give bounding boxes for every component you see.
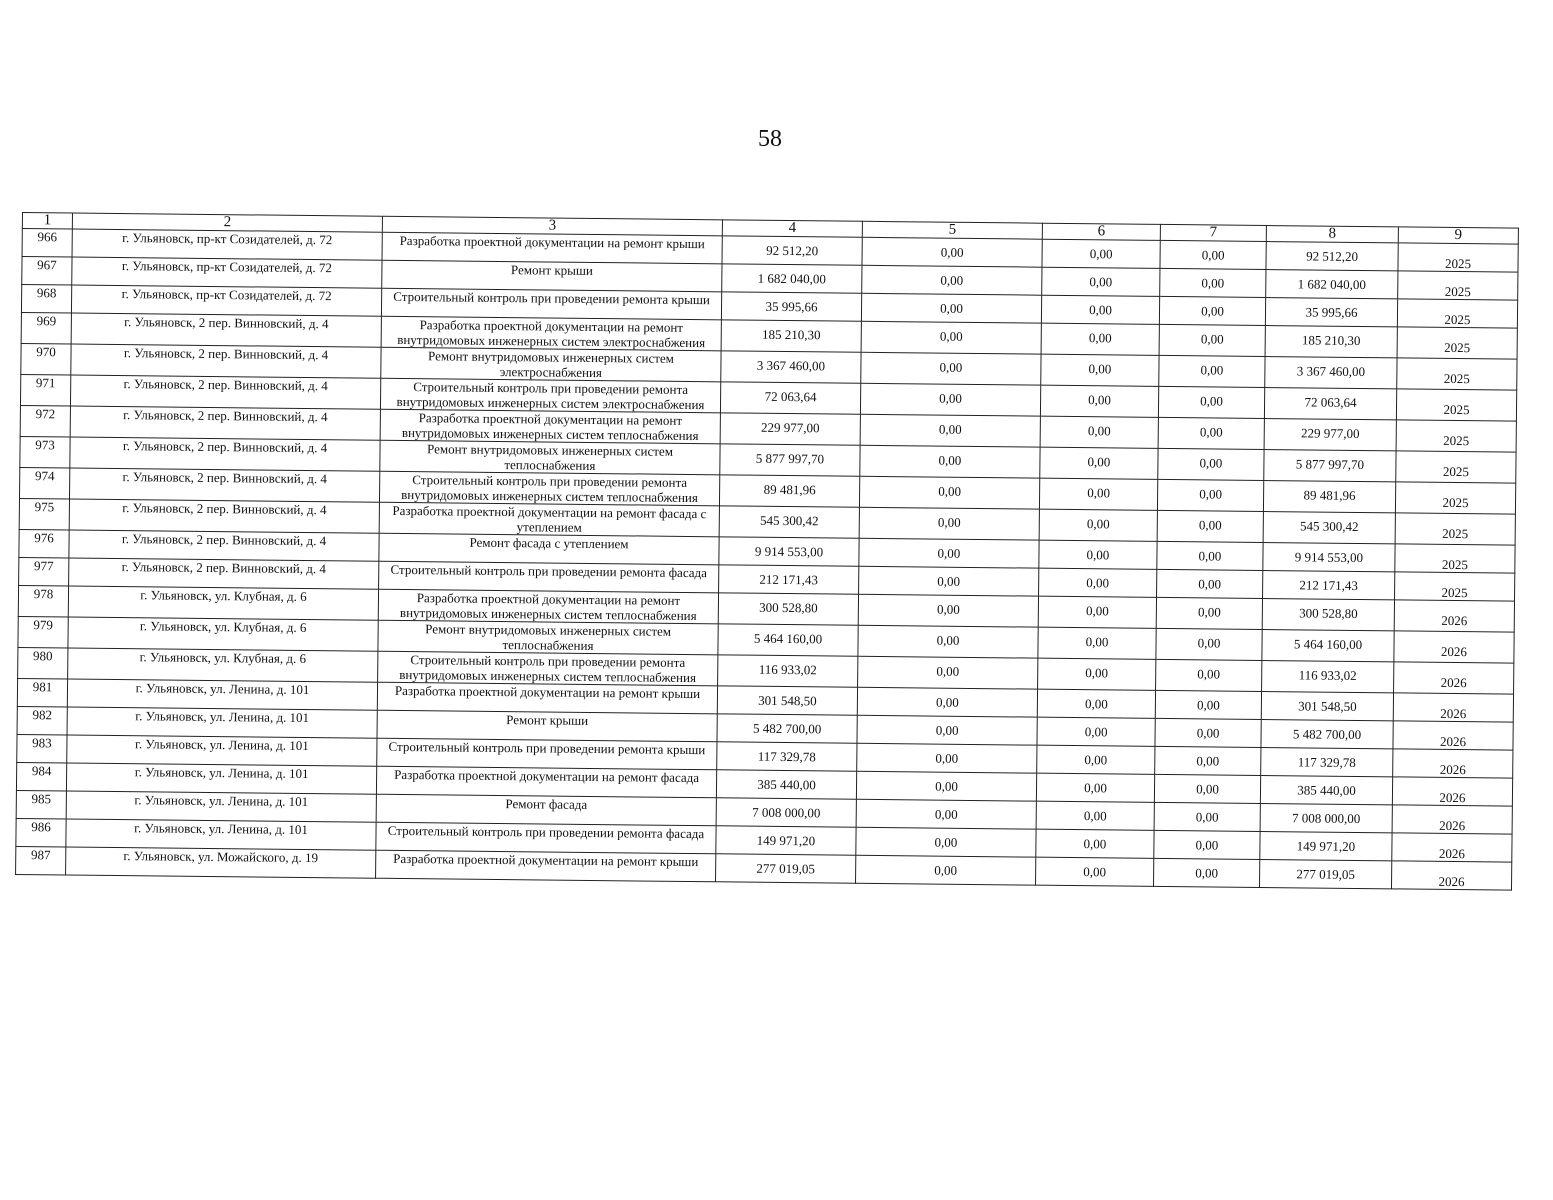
col-7-cell: 0,00 <box>1159 355 1265 387</box>
col-8-cell: 92 512,20 <box>1266 242 1398 271</box>
col-8-cell: 212 171,43 <box>1263 571 1395 600</box>
address-cell: г. Ульяновск, ул. Ленина, д. 101 <box>66 791 376 822</box>
work-type-cell: Разработка проектной документации на ремонт фасада <box>376 766 716 798</box>
col-8-cell: 229 977,00 <box>1264 419 1396 451</box>
col-4-cell: 301 548,50 <box>717 686 857 715</box>
address-cell: г. Ульяновск, 2 пер. Винновский, д. 4 <box>71 313 381 347</box>
col-7-cell: 0,00 <box>1156 659 1262 691</box>
col-5-cell: 0,00 <box>857 743 1037 773</box>
col-5-cell: 0,00 <box>857 687 1037 717</box>
col-7-cell: 0,00 <box>1157 479 1263 511</box>
col-4-cell: 385 440,00 <box>716 770 856 799</box>
work-type-cell: Строительный контроль при проведении ремонта фасада <box>379 561 719 593</box>
col-5-cell: 0,00 <box>856 827 1036 857</box>
row-number: 987 <box>16 846 66 875</box>
work-type-cell: Разработка проектной документации на ремонт фасада с утеплением <box>379 502 719 537</box>
work-type-cell: Разработка проектной документации на ремонт внутридомовых инженерных систем электроснабжения <box>381 316 721 351</box>
year-cell: 2025 <box>1396 389 1516 421</box>
col-8-cell: 5 482 700,00 <box>1261 720 1393 749</box>
year-cell: 2025 <box>1397 299 1517 328</box>
year-cell: 2025 <box>1395 482 1515 514</box>
year-cell: 2025 <box>1395 513 1515 545</box>
year-cell: 2025 <box>1398 271 1518 300</box>
col-6-cell: 0,00 <box>1041 295 1159 324</box>
address-cell: г. Ульяновск, пр-кт Созидателей, д. 72 <box>72 229 382 260</box>
address-cell: г. Ульяновск, ул. Клубная, д. 6 <box>68 617 378 651</box>
row-number: 966 <box>22 229 72 258</box>
col-7-cell: 0,00 <box>1160 240 1266 269</box>
col-7-cell: 0,00 <box>1158 417 1264 449</box>
col-8-cell: 149 971,20 <box>1260 831 1392 860</box>
page-number: 58 <box>758 126 782 152</box>
col-8-cell: 35 995,66 <box>1265 298 1397 327</box>
col-8-cell: 116 933,02 <box>1262 661 1394 693</box>
header-col-6: 6 <box>1042 223 1160 240</box>
work-type-cell: Строительный контроль при проведении ремонта крыши <box>381 288 721 320</box>
col-6-cell: 0,00 <box>1042 267 1160 296</box>
col-7-cell: 0,00 <box>1154 802 1260 831</box>
col-5-cell: 0,00 <box>859 566 1039 596</box>
col-5-cell: 0,00 <box>859 507 1039 540</box>
col-5-cell: 0,00 <box>856 799 1036 829</box>
col-6-cell: 0,00 <box>1042 239 1160 268</box>
col-5-cell: 0,00 <box>856 855 1036 885</box>
col-8-cell: 9 914 553,00 <box>1263 543 1395 572</box>
year-cell: 2026 <box>1394 631 1514 663</box>
year-cell: 2026 <box>1392 805 1512 834</box>
col-5-cell: 0,00 <box>859 476 1039 509</box>
col-4-cell: 185 210,30 <box>721 320 861 352</box>
address-cell: г. Ульяновск, 2 пер. Винновский, д. 4 <box>69 530 379 561</box>
row-number: 979 <box>18 616 68 648</box>
col-6-cell: 0,00 <box>1039 509 1157 541</box>
col-4-cell: 229 977,00 <box>720 413 860 445</box>
col-7-cell: 0,00 <box>1157 569 1263 598</box>
address-cell: г. Ульяновск, 2 пер. Винновский, д. 4 <box>69 499 379 533</box>
year-cell: 2026 <box>1392 777 1512 806</box>
col-4-cell: 117 329,78 <box>717 742 857 771</box>
col-5-cell: 0,00 <box>861 352 1041 385</box>
col-4-cell: 300 528,80 <box>718 593 858 625</box>
col-7-cell: 0,00 <box>1155 718 1261 747</box>
col-4-cell: 149 971,20 <box>716 826 856 855</box>
col-8-cell: 545 300,42 <box>1263 512 1395 544</box>
col-5-cell: 0,00 <box>859 538 1039 568</box>
col-4-cell: 5 482 700,00 <box>717 714 857 743</box>
year-cell: 2025 <box>1396 451 1516 483</box>
col-6-cell: 0,00 <box>1037 745 1155 774</box>
work-type-cell: Разработка проектной документации на ремонт внутридомовых инженерных систем теплоснабжения <box>380 409 720 444</box>
work-type-cell: Разработка проектной документации на ремонт внутридомовых инженерных систем теплоснабжения <box>378 589 718 624</box>
col-5-cell: 0,00 <box>860 383 1040 416</box>
header-col-8: 8 <box>1266 226 1398 243</box>
col-8-cell: 5 464 160,00 <box>1262 630 1394 662</box>
col-6-cell: 0,00 <box>1036 829 1154 858</box>
work-type-cell: Строительный контроль при проведении ремонта фасада <box>376 822 716 854</box>
row-number: 975 <box>19 498 69 530</box>
header-col-5: 5 <box>862 221 1042 239</box>
year-cell: 2025 <box>1395 572 1515 601</box>
col-6-cell: 0,00 <box>1038 596 1156 628</box>
address-cell: г. Ульяновск, ул. Ленина, д. 101 <box>67 735 377 766</box>
row-number: 980 <box>18 647 68 679</box>
row-number: 977 <box>19 557 69 586</box>
row-number: 982 <box>17 706 67 735</box>
col-5-cell: 0,00 <box>860 414 1040 447</box>
col-6-cell: 0,00 <box>1039 478 1157 510</box>
row-number: 984 <box>16 762 66 791</box>
row-number: 976 <box>19 529 69 558</box>
work-type-cell: Ремонт фасада с утеплением <box>379 533 719 565</box>
col-4-cell: 92 512,20 <box>722 236 862 265</box>
col-6-cell: 0,00 <box>1040 416 1158 448</box>
col-4-cell: 212 171,43 <box>719 565 859 594</box>
col-6-cell: 0,00 <box>1036 801 1154 830</box>
header-col-7: 7 <box>1160 224 1266 241</box>
col-8-cell: 300 528,80 <box>1262 599 1394 631</box>
year-cell: 2025 <box>1397 327 1517 359</box>
col-6-cell: 0,00 <box>1038 658 1156 690</box>
col-4-cell: 545 300,42 <box>719 506 859 538</box>
works-table <box>15 212 1519 891</box>
year-cell: 2025 <box>1395 544 1515 573</box>
col-6-cell: 0,00 <box>1036 773 1154 802</box>
col-8-cell: 7 008 000,00 <box>1260 804 1392 833</box>
year-cell: 2026 <box>1393 749 1513 778</box>
col-8-cell: 117 329,78 <box>1261 748 1393 777</box>
col-5-cell: 0,00 <box>861 321 1041 354</box>
row-number: 970 <box>21 343 71 375</box>
table-body <box>16 229 1519 891</box>
col-8-cell: 301 548,50 <box>1261 692 1393 721</box>
work-type-cell: Ремонт крыши <box>377 710 717 742</box>
col-6-cell: 0,00 <box>1041 354 1159 386</box>
row-number: 986 <box>16 818 66 847</box>
col-7-cell: 0,00 <box>1155 746 1261 775</box>
col-6-cell: 0,00 <box>1040 385 1158 417</box>
row-number: 978 <box>18 585 68 617</box>
table-container <box>15 212 1518 891</box>
col-7-cell: 0,00 <box>1160 268 1266 297</box>
work-type-cell: Разработка проектной документации на ремонт крыши <box>376 850 716 882</box>
work-type-cell: Строительный контроль при проведении ремонта внутридомовых инженерных систем теплоснабжения <box>378 651 718 686</box>
work-type-cell: Ремонт внутридомовых инженерных систем теплоснабжения <box>380 440 720 475</box>
header-col-3: 3 <box>382 216 722 236</box>
address-cell: г. Ульяновск, 2 пер. Винновский, д. 4 <box>69 468 379 502</box>
address-cell: г. Ульяновск, пр-кт Созидателей, д. 72 <box>71 285 381 316</box>
work-type-cell: Ремонт фасада <box>376 794 716 826</box>
col-7-cell: 0,00 <box>1156 597 1262 629</box>
col-4-cell: 3 367 460,00 <box>721 351 861 383</box>
work-type-cell: Строительный контроль при проведении ремонта внутридомовых инженерных систем электроснабжения <box>380 378 720 413</box>
col-5-cell: 0,00 <box>858 656 1038 689</box>
row-number: 985 <box>16 790 66 819</box>
row-number: 983 <box>17 734 67 763</box>
address-cell: г. Ульяновск, ул. Ленина, д. 101 <box>67 707 377 738</box>
col-5-cell: 0,00 <box>861 293 1041 323</box>
col-8-cell: 5 877 997,70 <box>1264 450 1396 482</box>
col-7-cell: 0,00 <box>1158 448 1264 480</box>
row-number: 973 <box>20 436 70 468</box>
col-7-cell: 0,00 <box>1155 690 1261 719</box>
address-cell: г. Ульяновск, ул. Клубная, д. 6 <box>68 648 378 682</box>
work-type-cell: Строительный контроль при проведении ремонта крыши <box>377 738 717 770</box>
address-cell: г. Ульяновск, 2 пер. Винновский, д. 4 <box>69 558 379 589</box>
row-number: 974 <box>19 467 69 499</box>
year-cell: 2026 <box>1392 833 1512 862</box>
work-type-cell: Ремонт внутридомовых инженерных систем электроснабжения <box>381 347 721 382</box>
col-4-cell: 277 019,05 <box>716 854 856 883</box>
address-cell: г. Ульяновск, 2 пер. Винновский, д. 4 <box>70 375 380 409</box>
address-cell: г. Ульяновск, ул. Клубная, д. 6 <box>68 586 378 620</box>
col-4-cell: 89 481,96 <box>719 475 859 507</box>
address-cell: г. Ульяновск, пр-кт Созидателей, д. 72 <box>72 257 382 288</box>
col-6-cell: 0,00 <box>1038 627 1156 659</box>
col-4-cell: 116 933,02 <box>718 655 858 687</box>
col-8-cell: 1 682 040,00 <box>1266 270 1398 299</box>
row-number: 981 <box>17 678 67 707</box>
row-number: 969 <box>21 312 71 344</box>
address-cell: г. Ульяновск, 2 пер. Винновский, д. 4 <box>71 344 381 378</box>
col-7-cell: 0,00 <box>1157 541 1263 570</box>
col-6-cell: 0,00 <box>1039 568 1157 597</box>
col-7-cell: 0,00 <box>1159 324 1265 356</box>
col-6-cell: 0,00 <box>1037 689 1155 718</box>
year-cell: 2026 <box>1394 662 1514 694</box>
year-cell: 2026 <box>1393 721 1513 750</box>
col-8-cell: 185 210,30 <box>1265 326 1397 358</box>
work-type-cell: Ремонт внутридомовых инженерных систем теплоснабжения <box>378 620 718 655</box>
col-8-cell: 89 481,96 <box>1263 481 1395 513</box>
row-number: 968 <box>21 285 71 314</box>
address-cell: г. Ульяновск, ул. Ленина, д. 101 <box>66 763 376 794</box>
address-cell: г. Ульяновск, 2 пер. Винновский, д. 4 <box>70 406 380 440</box>
header-col-4: 4 <box>722 220 862 237</box>
col-7-cell: 0,00 <box>1154 858 1260 887</box>
work-type-cell: Разработка проектной документации на ремонт крыши <box>382 232 722 264</box>
col-4-cell: 9 914 553,00 <box>719 537 859 566</box>
col-6-cell: 0,00 <box>1037 717 1155 746</box>
col-7-cell: 0,00 <box>1157 510 1263 542</box>
col-8-cell: 277 019,05 <box>1259 859 1391 888</box>
col-6-cell: 0,00 <box>1041 323 1159 355</box>
col-5-cell: 0,00 <box>860 445 1040 478</box>
col-6-cell: 0,00 <box>1040 447 1158 479</box>
year-cell: 2025 <box>1398 243 1518 272</box>
work-type-cell: Ремонт крыши <box>382 260 722 292</box>
year-cell: 2026 <box>1394 600 1514 632</box>
col-7-cell: 0,00 <box>1154 774 1260 803</box>
address-cell: г. Ульяновск, ул. Можайского, д. 19 <box>66 847 376 878</box>
year-cell: 2025 <box>1397 358 1517 390</box>
year-cell: 2026 <box>1393 693 1513 722</box>
header-col-9: 9 <box>1398 227 1518 244</box>
address-cell: г. Ульяновск, ул. Ленина, д. 101 <box>66 819 376 850</box>
year-cell: 2026 <box>1391 861 1511 890</box>
col-5-cell: 0,00 <box>862 237 1042 267</box>
col-7-cell: 0,00 <box>1158 386 1264 418</box>
col-4-cell: 5 464 160,00 <box>718 624 858 656</box>
header-col-2: 2 <box>72 213 382 232</box>
col-8-cell: 72 063,64 <box>1264 388 1396 420</box>
col-8-cell: 3 367 460,00 <box>1265 357 1397 389</box>
col-7-cell: 0,00 <box>1159 296 1265 325</box>
col-5-cell: 0,00 <box>862 265 1042 295</box>
year-cell: 2025 <box>1396 420 1516 452</box>
header-col-1: 1 <box>22 213 72 230</box>
col-6-cell: 0,00 <box>1039 540 1157 569</box>
col-4-cell: 72 063,64 <box>720 382 860 414</box>
col-7-cell: 0,00 <box>1154 830 1260 859</box>
row-number: 971 <box>20 374 70 406</box>
col-4-cell: 1 682 040,00 <box>722 264 862 293</box>
address-cell: г. Ульяновск, ул. Ленина, д. 101 <box>67 679 377 710</box>
col-5-cell: 0,00 <box>858 625 1038 658</box>
col-4-cell: 7 008 000,00 <box>716 798 856 827</box>
col-8-cell: 385 440,00 <box>1260 776 1392 805</box>
col-7-cell: 0,00 <box>1156 628 1262 660</box>
row-number: 972 <box>20 405 70 437</box>
work-type-cell: Разработка проектной документации на ремонт крыши <box>377 682 717 714</box>
col-5-cell: 0,00 <box>857 715 1037 745</box>
col-4-cell: 5 877 997,70 <box>720 444 860 476</box>
col-5-cell: 0,00 <box>856 771 1036 801</box>
col-5-cell: 0,00 <box>858 594 1038 627</box>
row-number: 967 <box>22 257 72 286</box>
work-type-cell: Строительный контроль при проведении ремонта внутридомовых инженерных систем теплоснабжения <box>379 471 719 506</box>
col-6-cell: 0,00 <box>1036 857 1154 886</box>
address-cell: г. Ульяновск, 2 пер. Винновский, д. 4 <box>70 437 380 471</box>
col-4-cell: 35 995,66 <box>721 292 861 321</box>
